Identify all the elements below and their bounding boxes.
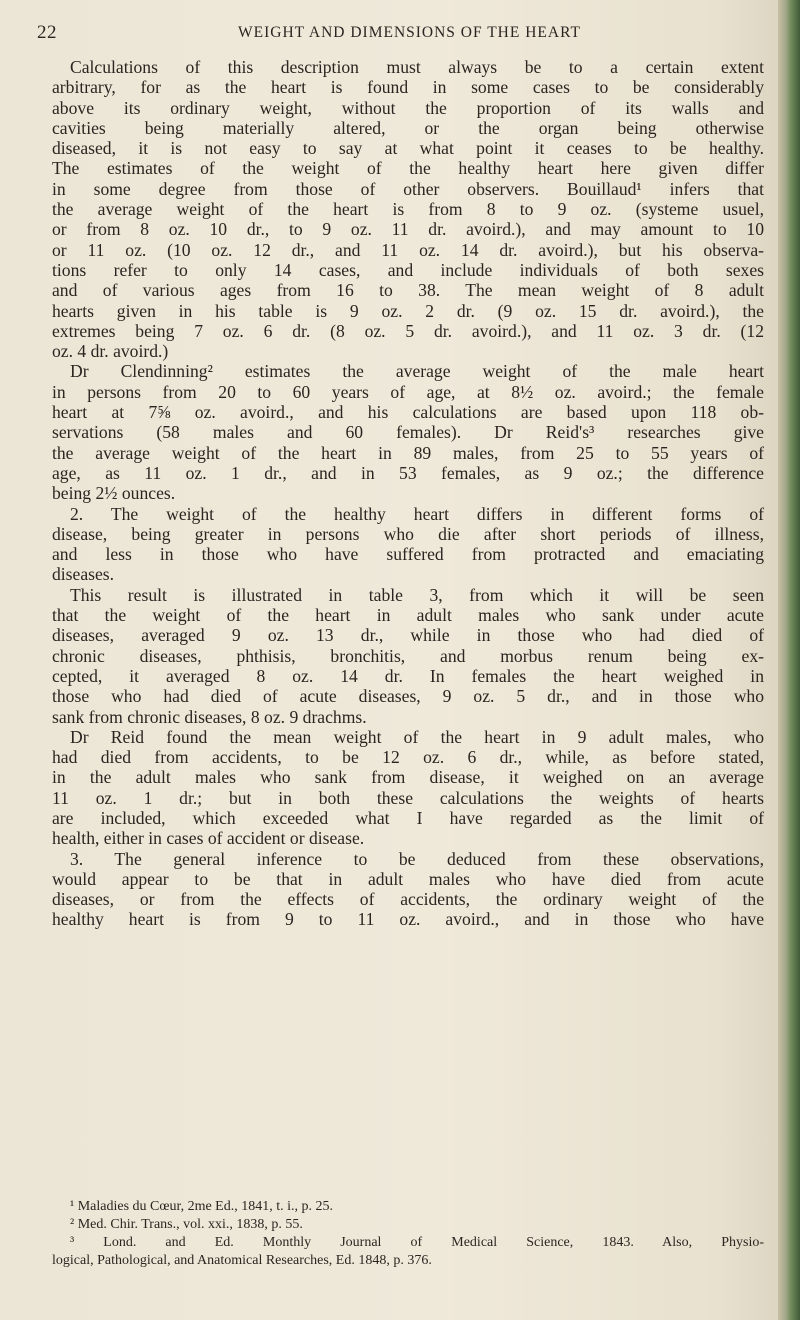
text-line: Dr Clendinning² estimates the average weight of the male heart [70, 361, 764, 382]
text-line: age, as 11 oz. 1 dr., and in 53 females, as 9 oz.; the difference [52, 462, 764, 483]
text-line: diseases. [52, 564, 115, 585]
text-line: that the weight of the heart in adult males who sank under acute [52, 605, 764, 626]
text-line: in some degree from those of other observers. Bouillaud¹ infers that [52, 178, 764, 199]
text-line: the average weight of the heart is from 8 to 9 oz. (systeme usuel, [52, 199, 764, 220]
text-line: and less in those who have suffered from protracted and emaciating [52, 544, 764, 565]
text-line: heart at 7⅝ oz. avoird., and his calculations are based upon 118 ob- [52, 402, 764, 423]
text-line: servations (58 males and 60 females). Dr Reid's³ researches give [52, 422, 764, 443]
footnote-line: ³ Lond. and Ed. Monthly Journal of Medical Science, 1843. Also, Physio- [70, 1235, 764, 1250]
text-line: being 2½ ounces. [52, 483, 176, 504]
text-line: the average weight of the heart in 89 males, from 25 to 55 years of [52, 442, 764, 463]
footnote-line: ² Med. Chir. Trans., vol. xxi., 1838, p. 55. [70, 1217, 303, 1232]
footnote-line: logical, Pathological, and Anatomical Researches, Ed. 1848, p. 376. [52, 1253, 432, 1268]
text-line: diseases, averaged 9 oz. 13 dr., while in those who had died of [52, 625, 764, 646]
text-line: are included, which exceeded what I have regarded as the limit of [52, 807, 764, 828]
running-head: WEIGHT AND DIMENSIONS OF THE HEART [238, 24, 581, 41]
book-binding-edge [778, 0, 800, 1320]
text-line: cepted, it averaged 8 oz. 14 dr. In females the heart weighed in [52, 665, 764, 686]
text-line: arbitrary, for as the heart is found in some cases to be considerably [52, 77, 764, 98]
text-line: would appear to be that in adult males who have died from acute [52, 868, 764, 889]
text-line: health, either in cases of accident or disease. [52, 828, 365, 849]
text-line: or from 8 oz. 10 dr., to 9 oz. 11 dr. avoird.), and may amount to 10 [52, 219, 764, 240]
footnote-line: ¹ Maladies du Cœur, 2me Ed., 1841, t. i., p. 25. [70, 1199, 333, 1214]
footnotes [52, 1198, 764, 1270]
text-line: sank from chronic diseases, 8 oz. 9 drachms. [52, 706, 367, 727]
text-line: oz. 4 dr. avoird.) [52, 341, 169, 362]
body-text [52, 57, 764, 930]
text-line: tions refer to only 14 cases, and include individuals of both sexes [52, 259, 764, 280]
text-line: above its ordinary weight, without the proportion of its walls and [52, 97, 764, 118]
text-line: 3. The general inference to be deduced from these observations, [70, 848, 764, 869]
text-line: or 11 oz. (10 oz. 12 dr., and 11 oz. 14 dr. avoird.), but his observa- [52, 239, 764, 260]
text-line: diseased, it is not easy to say at what point it ceases to be healthy. [52, 138, 764, 159]
text-line: those who had died of acute diseases, 9 oz. 5 dr., and in those who [52, 686, 764, 707]
text-line: had died from accidents, to be 12 oz. 6 dr., while, as before stated, [52, 747, 764, 768]
page-header [37, 22, 772, 46]
text-line: healthy heart is from 9 to 11 oz. avoird., and in those who have [52, 909, 764, 930]
text-line: chronic diseases, phthisis, bronchitis, and morbus renum being ex- [52, 645, 764, 666]
text-line: Calculations of this description must always be to a certain extent [70, 57, 764, 77]
text-line: in persons from 20 to 60 years of age, at 8½ oz. avoird.; the female [52, 381, 764, 402]
text-line: diseases, or from the effects of accidents, the ordinary weight of the [52, 889, 764, 910]
text-line: 2. The weight of the healthy heart differs in different forms of [70, 503, 764, 524]
text-line: extremes being 7 oz. 6 dr. (8 oz. 5 dr. avoird.), and 11 oz. 3 dr. (12 [52, 320, 764, 341]
text-line: Dr Reid found the mean weight of the heart in 9 adult males, who [70, 726, 764, 747]
text-line: 11 oz. 1 dr.; but in both these calculations the weights of hearts [52, 787, 764, 808]
text-line: The estimates of the weight of the healthy heart here given differ [52, 158, 764, 179]
text-line: disease, being greater in persons who die after short periods of illness, [52, 523, 764, 544]
text-line: and of various ages from 16 to 38. The mean weight of 8 adult [52, 280, 764, 301]
text-line: hearts given in his table is 9 oz. 2 dr. (9 oz. 15 dr. avoird.), the [52, 300, 764, 321]
text-line: cavities being materially altered, or the organ being otherwise [52, 117, 764, 138]
text-line: in the adult males who sank from disease, it weighed on an average [52, 767, 764, 788]
page-number: 22 [37, 22, 57, 43]
text-line: This result is illustrated in table 3, from which it will be seen [70, 584, 764, 605]
